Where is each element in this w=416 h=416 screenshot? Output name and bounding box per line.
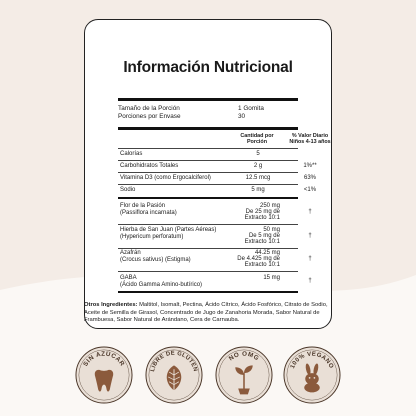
divider (118, 172, 298, 173)
serving-size-label: Tamaño de la Porción (118, 105, 180, 112)
divider (118, 98, 298, 101)
ingredients-label: Otros Ingredientes: (84, 302, 138, 308)
col-dv-header: % Valor Diario Niños 4-13 años (289, 133, 331, 145)
non-gmo-badge (215, 346, 273, 404)
herb-dv: † (308, 233, 312, 239)
nutrient-amount: 5 mg (251, 187, 265, 193)
divider (118, 224, 298, 225)
nutrient-dv: 63% (303, 175, 316, 181)
nutrient-name: Sodio (120, 187, 136, 193)
divider (118, 291, 298, 293)
badge-text: LIBRE DE GLUTEN (149, 350, 199, 373)
divider (118, 127, 298, 130)
herb-name: GABA (Ácido Gamma Amino-butírico) (120, 275, 203, 288)
herb-amount: 50 mg De 5 mg de Extracto 10:1 (244, 227, 280, 246)
sugar-free-badge (75, 346, 133, 404)
herb-name: Azafrán (Crocus sativus) (Estigma) (120, 250, 191, 263)
ingredients-text: Maltitol, Isomalt, Pectina, Ácido Cítrico, Ácido Fosfórico, Citrato de Sodio, Aceite de Semilla de Girasol, Concentrado de Jugo de Zanahoria Morada, Sabor Natural de Frambuesa, Sabor Natural de Arándano, Cera de Carnauba. (84, 302, 328, 324)
herb-name: Hierba de San Juan (Partes Aéreas) (Hypericum perforatum) (120, 227, 217, 240)
nutrient-dv: 1%** (303, 163, 317, 169)
nutrient-name: Calorías (120, 151, 143, 157)
nutrient-amount: 12.5 mcg (245, 175, 271, 181)
other-ingredients (84, 302, 340, 325)
badge-row (0, 340, 416, 416)
divider (118, 197, 298, 199)
vegan-badge (283, 346, 341, 404)
panel-title: Información Nutricional (123, 59, 293, 76)
divider (118, 248, 298, 249)
herb-amount: 15 mg (263, 275, 280, 281)
herb-row (118, 275, 312, 289)
nutrition-facts-content (84, 19, 332, 329)
divider (118, 160, 298, 161)
divider (118, 148, 298, 149)
herb-row (118, 203, 312, 225)
herb-dv: † (308, 209, 312, 215)
herb-dv: † (308, 278, 312, 284)
herb-amount: 44.25 mg De 4.425 mg de Extracto 10:1 (237, 250, 280, 269)
divider (118, 184, 298, 185)
nutrient-amount: 2 g (253, 163, 263, 169)
col-amount-header: Cantidad por Porción (240, 133, 274, 145)
herb-row (118, 227, 312, 249)
divider (118, 271, 298, 272)
herb-amount: 250 mg De 25 mg de Extracto 10:1 (244, 203, 280, 222)
servings-value: 30 (238, 113, 246, 121)
badge-text: SIN AZÚCAR (82, 350, 126, 368)
nutrient-amount: 5 (256, 151, 260, 157)
gluten-free-badge (145, 346, 203, 404)
badge-text: NO OMG (227, 350, 261, 363)
herb-row (118, 250, 312, 272)
serving-info (118, 105, 298, 122)
nutrient-name: Vitamina D3 (como Ergocalciferol) (120, 175, 211, 181)
servings-label: Porciones por Envase (118, 113, 181, 121)
serving-size-value: 1 Gomita (238, 105, 264, 112)
nutrient-name: Carbohidratos Totales (120, 163, 179, 169)
badge-text: 100% VEGANO (289, 350, 335, 370)
column-headers (118, 131, 331, 149)
nutrient-dv: <1% (303, 187, 317, 193)
herb-dv: † (308, 256, 312, 262)
herb-name: Flor de la Pasión (Passiflora incarnata) (120, 203, 177, 216)
